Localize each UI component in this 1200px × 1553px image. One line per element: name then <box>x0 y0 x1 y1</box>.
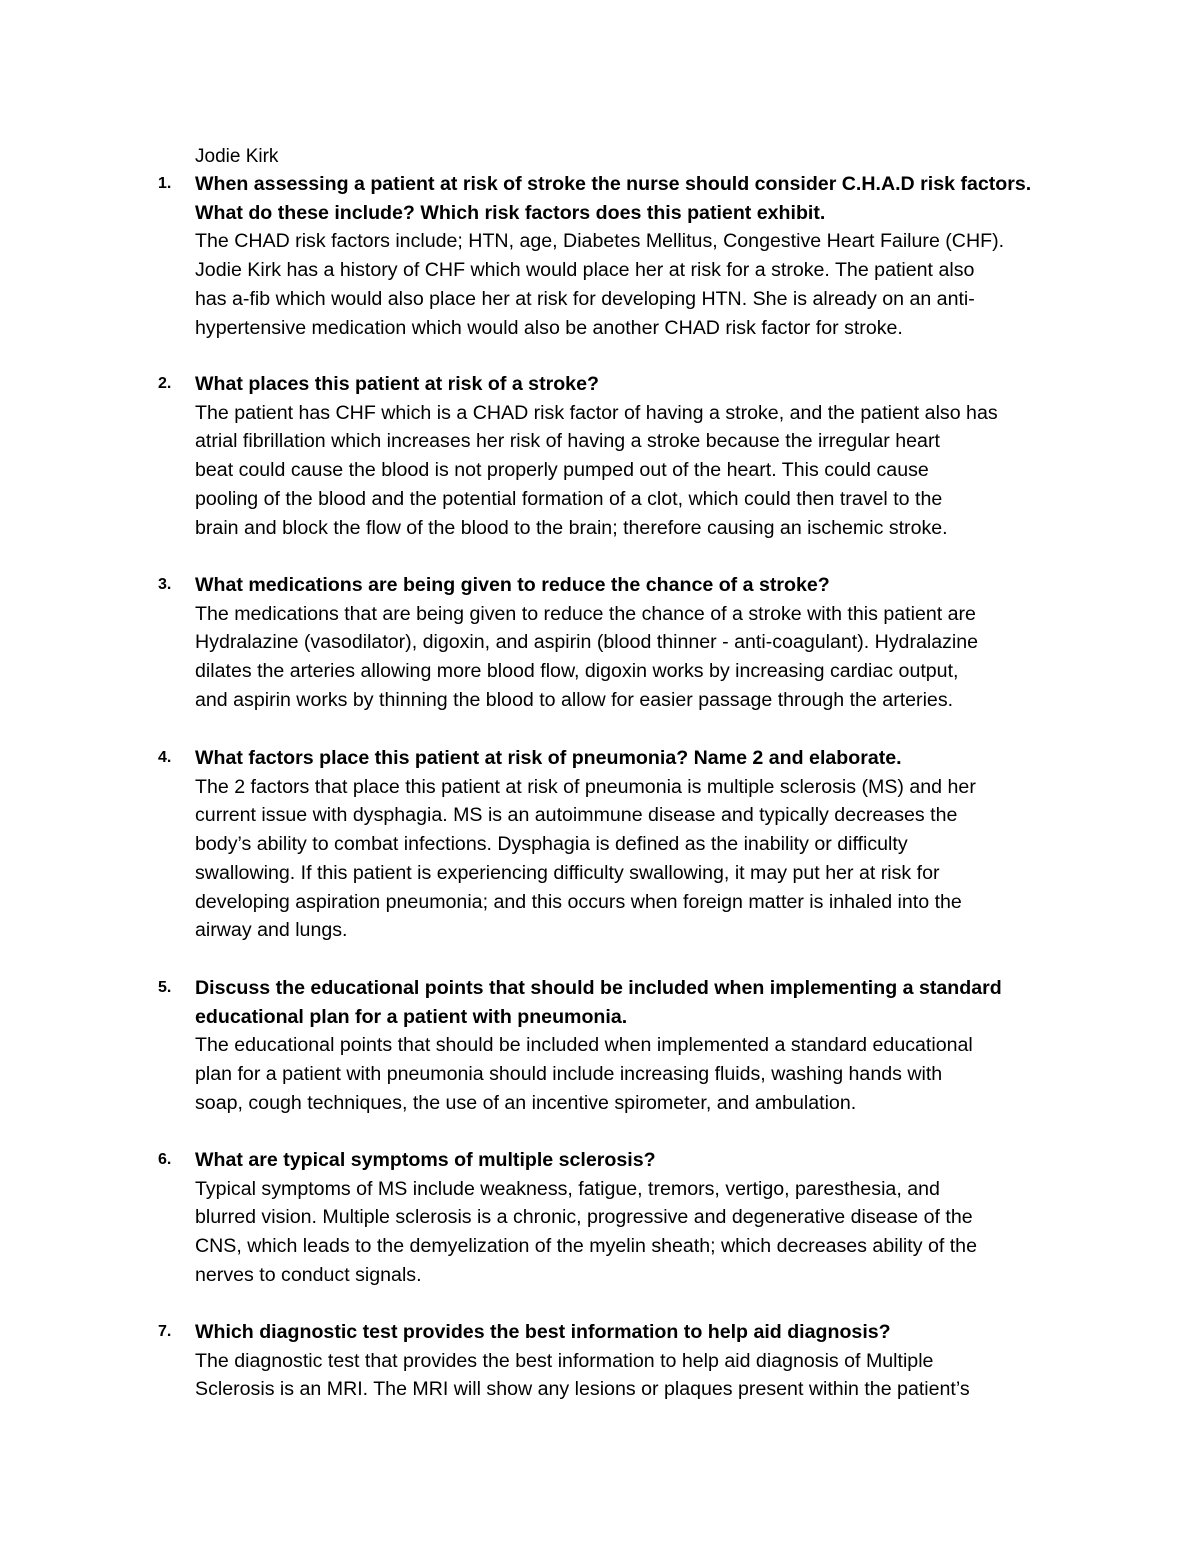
question-line: What do these include? Which risk factors does this patient exhibit. <box>195 201 826 224</box>
answer-line: soap, cough techniques, the use of an incentive spirometer, and ambulation. <box>195 1091 857 1114</box>
answer-line: airway and lungs. <box>195 919 348 942</box>
question <box>195 744 1075 773</box>
answer-line: The patient has CHF which is a CHAD risk factor of having a stroke, and the patient also has <box>195 401 998 424</box>
qa-item-5 <box>158 974 1075 1118</box>
question-line: When assessing a patient at risk of stroke the nurse should consider C.H.A.D risk factors. <box>195 173 1032 195</box>
answer-line: pooling of the blood and the potential formation of a clot, which could then travel to the <box>195 487 943 510</box>
answer <box>195 1175 1075 1290</box>
question <box>195 1318 1075 1347</box>
answer-line: dilates the arteries allowing more blood flow, digoxin works by increasing cardiac output, <box>195 660 959 683</box>
answer-line: atrial fibrillation which increases her risk of having a stroke because the irregular heart <box>195 430 940 453</box>
question <box>195 1146 1075 1175</box>
qa-item-4 <box>158 744 1075 945</box>
item-number: 2. <box>158 375 172 392</box>
answer <box>195 399 1075 543</box>
item-number: 4. <box>158 749 172 766</box>
question-line: Which diagnostic test provides the best information to help aid diagnosis? <box>195 1321 891 1343</box>
answer-line: The diagnostic test that provides the best information to help aid diagnosis of Multiple <box>195 1349 934 1372</box>
answer-line: developing aspiration pneumonia; and this occurs when foreign matter is inhaled into the <box>195 890 962 913</box>
answer-line: current issue with dysphagia. MS is an autoimmune disease and typically decreases the <box>195 804 958 827</box>
answer-line: blurred vision. Multiple sclerosis is a chronic, progressive and degenerative disease of the <box>195 1206 973 1229</box>
answer-line: The medications that are being given to reduce the chance of a stroke with this patient are <box>195 602 976 625</box>
answer-line: body’s ability to combat infections. Dysphagia is defined as the inability or difficulty <box>195 833 908 856</box>
qa-item-7 <box>158 1318 1075 1404</box>
answer-line: Typical symptoms of MS include weakness, fatigue, tremors, vertigo, paresthesia, and <box>195 1177 940 1200</box>
answer <box>195 227 1075 342</box>
answer-line: plan for a patient with pneumonia should include increasing fluids, washing hands with <box>195 1063 943 1086</box>
qa-item-2 <box>158 370 1075 542</box>
answer-line: swallowing. If this patient is experiencing difficulty swallowing, it may put her at risk for <box>195 861 940 884</box>
answer-line: The CHAD risk factors include; HTN, age, Diabetes Mellitus, Congestive Heart Failure (CHF). <box>195 230 1005 253</box>
qa-item-3 <box>158 571 1075 715</box>
answer <box>195 773 1075 945</box>
question-line: What are typical symptoms of multiple sclerosis? <box>195 1149 656 1171</box>
item-number: 7. <box>158 1323 172 1340</box>
answer <box>195 600 1075 715</box>
answer-line: hypertensive medication which would also be another CHAD risk factor for stroke. <box>195 316 903 339</box>
question-line: What places this patient at risk of a stroke? <box>195 373 599 395</box>
question-line: What medications are being given to reduce the chance of a stroke? <box>195 574 830 596</box>
answer-line: brain and block the flow of the blood to the brain; therefore causing an ischemic stroke. <box>195 516 948 539</box>
question <box>195 170 1075 227</box>
qa-item-1 <box>158 170 1075 342</box>
question <box>195 370 1075 399</box>
item-number: 1. <box>158 175 172 192</box>
question <box>195 974 1075 1031</box>
question-line: educational plan for a patient with pneumonia. <box>195 1005 628 1028</box>
answer-line: The educational points that should be included when implemented a standard educational <box>195 1034 973 1057</box>
item-number: 5. <box>158 979 172 996</box>
answer <box>195 1031 1075 1117</box>
answer-line: and aspirin works by thinning the blood to allow for easier passage through the arteries. <box>195 688 954 711</box>
answer-line: Hydralazine (vasodilator), digoxin, and aspirin (blood thinner - anti-coagulant). Hydralazine <box>195 631 979 654</box>
answer-line: Jodie Kirk has a history of CHF which would place her at risk for a stroke. The patient also <box>195 259 975 282</box>
answer-line: Sclerosis is an MRI. The MRI will show any lesions or plaques present within the patient’s <box>195 1378 970 1401</box>
answer-line: has a-fib which would also place her at risk for developing HTN. She is already on an anti- <box>195 287 975 310</box>
answer-line: nerves to conduct signals. <box>195 1263 422 1286</box>
question-line: Discuss the educational points that should be included when implementing a standard <box>195 977 1002 999</box>
question-line: What factors place this patient at risk of pneumonia? Name 2 and elaborate. <box>195 747 902 769</box>
question <box>195 571 1075 600</box>
answer-line: CNS, which leads to the demyelization of the myelin sheath; which decreases ability of the <box>195 1235 977 1258</box>
answer-line: The 2 factors that place this patient at risk of pneumonia is multiple sclerosis (MS) and her <box>195 775 976 798</box>
qa-item-6 <box>158 1146 1075 1290</box>
answer <box>195 1347 1075 1404</box>
author-name: Jodie Kirk <box>195 146 279 167</box>
answer-line: beat could cause the blood is not properly pumped out of the heart. This could cause <box>195 459 929 482</box>
item-number: 6. <box>158 1151 172 1168</box>
item-number: 3. <box>158 576 172 593</box>
